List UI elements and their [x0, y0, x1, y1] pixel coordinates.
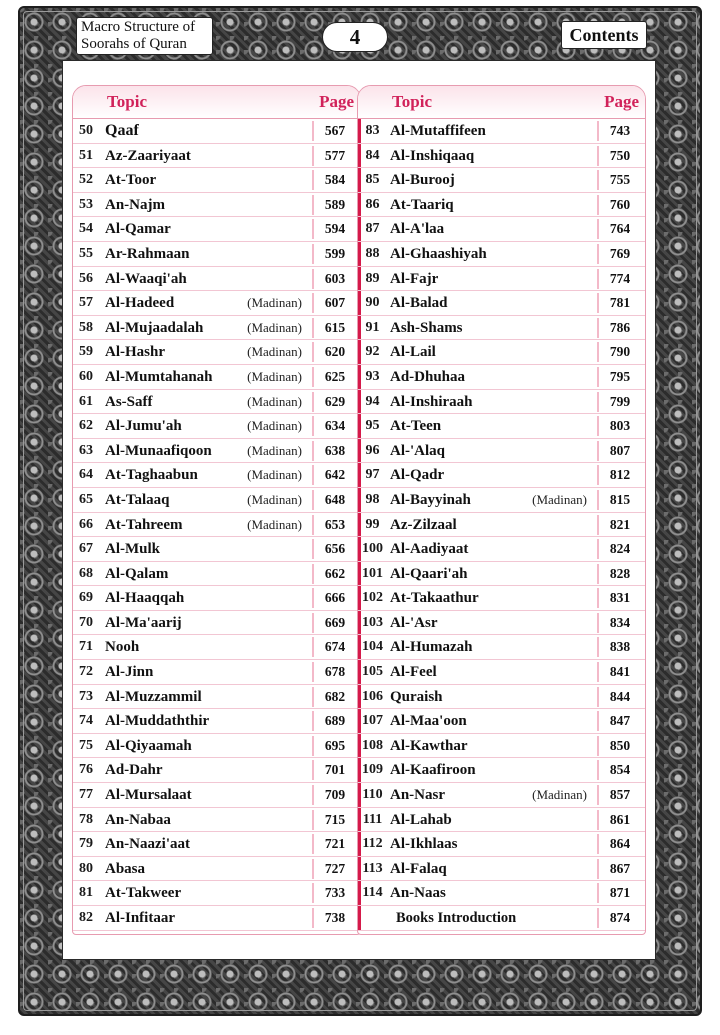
- page-number-cell: 695: [312, 736, 356, 756]
- table-row[interactable]: [358, 660, 645, 685]
- table-row[interactable]: [73, 119, 360, 144]
- surah-number: 84: [358, 144, 384, 168]
- page-number-cell: 841: [597, 662, 641, 682]
- surah-number: 72: [79, 664, 93, 680]
- book-title-line2: Soorahs of Quran: [81, 36, 187, 52]
- page-number-cell: 666: [312, 588, 356, 608]
- surah-name: Al-Lahab: [390, 811, 452, 828]
- surah-number: 57: [79, 295, 93, 311]
- table-row[interactable]: [73, 660, 360, 685]
- surah-number: 112: [358, 832, 384, 856]
- page-number-cell: 625: [312, 367, 356, 387]
- surah-name: Al-Kaafiroon: [390, 762, 476, 779]
- surah-number: 73: [79, 688, 93, 704]
- section-title: Contents: [561, 21, 647, 49]
- surah-number: 90: [358, 291, 384, 315]
- page-number-cell: 656: [312, 539, 356, 559]
- madinan-tag: (Madinan): [247, 393, 302, 409]
- surah-number: 105: [358, 660, 384, 684]
- page-number-cell: 795: [597, 367, 641, 387]
- madinan-tag: (Madinan): [247, 467, 302, 483]
- surah-number: 71: [79, 639, 93, 655]
- surah-number: 78: [79, 811, 93, 827]
- surah-name: At-Takaathur: [390, 590, 479, 607]
- table-row[interactable]: [358, 611, 645, 636]
- surah-name: Al-Qamar: [105, 221, 171, 238]
- surah-name: Ash-Shams: [390, 319, 463, 336]
- surah-number: 75: [79, 737, 93, 753]
- table-row[interactable]: [73, 291, 360, 316]
- table-row[interactable]: [358, 562, 645, 587]
- surah-name: Al-Muddaththir: [105, 713, 210, 730]
- madinan-tag: (Madinan): [247, 368, 302, 384]
- table-row[interactable]: [358, 537, 645, 562]
- table-row[interactable]: [73, 463, 360, 488]
- surah-number: 94: [358, 390, 384, 414]
- table-row[interactable]: [358, 857, 645, 882]
- madinan-tag: (Madinan): [247, 344, 302, 360]
- page-number-cell: 760: [597, 195, 641, 215]
- page-number-cell: 594: [312, 219, 356, 239]
- table-row[interactable]: [73, 832, 360, 857]
- table-row[interactable]: [358, 144, 645, 169]
- page-number-cell: 674: [312, 637, 356, 657]
- surah-name: Al-Qiyaamah: [105, 737, 192, 754]
- page-number-cell: 577: [312, 146, 356, 166]
- surah-number: 70: [79, 614, 93, 630]
- table-row[interactable]: [73, 611, 360, 636]
- surah-name: Al-Jumu'ah: [105, 418, 182, 435]
- page-number-cell: 831: [597, 588, 641, 608]
- page-number-cell: 733: [312, 883, 356, 903]
- table-row[interactable]: [73, 488, 360, 513]
- surah-name: Abasa: [105, 860, 146, 877]
- table-row[interactable]: [73, 144, 360, 169]
- madinan-tag: (Madinan): [247, 418, 302, 434]
- surah-name: An-Najm: [105, 196, 165, 213]
- surah-number: 103: [358, 611, 384, 635]
- contents-table-right: [357, 85, 646, 935]
- surah-name: Al-Muzzammil: [105, 688, 202, 705]
- surah-number: 74: [79, 713, 93, 729]
- surah-number: 95: [358, 414, 384, 438]
- surah-name: Al-Jinn: [105, 664, 154, 681]
- table-row[interactable]: [358, 217, 645, 242]
- page-number-cell: 669: [312, 613, 356, 633]
- page-number-cell: 854: [597, 760, 641, 780]
- surah-number: 83: [358, 119, 384, 143]
- page-number-cell: 689: [312, 711, 356, 731]
- table-row[interactable]: [358, 193, 645, 218]
- surah-number: 92: [358, 340, 384, 364]
- surah-name: Al-Mutaffifeen: [390, 123, 486, 139]
- surah-number: 97: [358, 463, 384, 487]
- page-number-cell: 599: [312, 244, 356, 264]
- surah-number: 99: [358, 513, 384, 537]
- table-row[interactable]: [358, 734, 645, 759]
- surah-name: Al-Ghaashiyah: [390, 245, 487, 262]
- surah-name: Al-Ikhlaas: [390, 836, 458, 853]
- surah-name: Al-'Asr: [390, 614, 438, 631]
- table-row[interactable]: [73, 562, 360, 587]
- page-number-cell: 701: [312, 760, 356, 780]
- page-number-cell: 638: [312, 441, 356, 461]
- page-number-cell: 844: [597, 687, 641, 707]
- page-number-cell: 738: [312, 908, 356, 928]
- table-row[interactable]: [73, 217, 360, 242]
- surah-number: 88: [358, 242, 384, 266]
- table-row[interactable]: [73, 709, 360, 734]
- surah-name: Al-Haaqqah: [105, 590, 185, 607]
- surah-number: 98: [358, 488, 384, 512]
- surah-number: 65: [79, 491, 93, 507]
- surah-number: 114: [358, 881, 384, 905]
- table-row[interactable]: [73, 193, 360, 218]
- surah-number: 63: [79, 442, 93, 458]
- surah-name: At-Taghaabun: [105, 467, 198, 484]
- table-row[interactable]: [73, 242, 360, 267]
- surah-number: 111: [358, 808, 384, 832]
- surah-number: 69: [79, 590, 93, 606]
- surah-name: Al-'Alaq: [390, 442, 446, 459]
- page-number-cell: 871: [597, 883, 641, 903]
- surah-number: 79: [79, 836, 93, 852]
- page-number-cell: 874: [597, 908, 641, 928]
- table-row[interactable]: [73, 390, 360, 415]
- page-number-cell: 678: [312, 662, 356, 682]
- surah-name: Al-Mujaadalah: [105, 319, 204, 336]
- surah-name: Al-Qadr: [390, 467, 445, 484]
- table-row[interactable]: [358, 414, 645, 439]
- surah-name: Az-Zilzaal: [390, 516, 457, 533]
- topic-column-header: Topic: [392, 92, 433, 111]
- table-row[interactable]: [73, 414, 360, 439]
- table-row[interactable]: [73, 537, 360, 562]
- table-header: [358, 86, 645, 119]
- surah-name: Al-Qalam: [105, 565, 169, 582]
- table-row[interactable]: [358, 586, 645, 611]
- surah-number: 50: [79, 123, 93, 138]
- table-row[interactable]: [358, 340, 645, 365]
- table-row[interactable]: [358, 267, 645, 292]
- table-row[interactable]: [73, 635, 360, 660]
- surah-name: An-Naazi'aat: [105, 836, 190, 853]
- surah-name: Ad-Dhuhaa: [390, 368, 466, 385]
- surah-name: Al-Hadeed: [105, 295, 175, 312]
- surah-name: Al-Waaqi'ah: [105, 270, 187, 287]
- page-number-cell: 815: [597, 490, 641, 510]
- surah-name: At-Takweer: [105, 885, 182, 902]
- page-number-cell: 812: [597, 465, 641, 485]
- table-row[interactable]: [358, 881, 645, 906]
- surah-number: 104: [358, 635, 384, 659]
- page-number-cell: 861: [597, 810, 641, 830]
- surah-name: An-Naas: [390, 885, 446, 902]
- page-number-cell: 867: [597, 859, 641, 879]
- table-row[interactable]: [73, 808, 360, 833]
- contents-table-left: [72, 85, 361, 935]
- page-number-cell: 634: [312, 416, 356, 436]
- table-row[interactable]: [358, 119, 645, 144]
- surah-name: Ad-Dahr: [105, 762, 163, 779]
- table-header: [73, 86, 360, 119]
- table-row[interactable]: [73, 439, 360, 464]
- table-row[interactable]: [73, 365, 360, 390]
- table-row[interactable]: [73, 783, 360, 808]
- surah-number: 67: [79, 541, 93, 557]
- book-title-line1: Macro Structure of: [81, 19, 196, 35]
- surah-number: 55: [79, 245, 93, 261]
- surah-name: Books Introduction: [396, 910, 517, 926]
- surah-number: 91: [358, 316, 384, 340]
- page-number-cell: 799: [597, 392, 641, 412]
- table-row[interactable]: [358, 463, 645, 488]
- table-row[interactable]: [73, 586, 360, 611]
- page-number-cell: 834: [597, 613, 641, 633]
- surah-number: 107: [358, 709, 384, 733]
- page-number-cell: 828: [597, 564, 641, 584]
- table-row[interactable]: [358, 365, 645, 390]
- page-number-cell: 682: [312, 687, 356, 707]
- page-number-cell: 838: [597, 637, 641, 657]
- book-title-box: [76, 17, 213, 55]
- surah-number: 108: [358, 734, 384, 758]
- table-row[interactable]: [358, 168, 645, 193]
- surah-name: Al-Inshiraah: [390, 393, 473, 410]
- surah-number: 100: [358, 537, 384, 561]
- surah-number: [358, 906, 384, 930]
- table-row[interactable]: [358, 316, 645, 341]
- surah-name: Al-Falaq: [390, 860, 447, 877]
- table-row[interactable]: [358, 390, 645, 415]
- page-number-cell: 847: [597, 711, 641, 731]
- surah-name: Quraish: [390, 688, 443, 705]
- page-number: 4: [322, 22, 388, 52]
- surah-number: 77: [79, 787, 93, 803]
- table-row[interactable]: [358, 808, 645, 833]
- page-number-cell: 709: [312, 785, 356, 805]
- table-row[interactable]: [73, 267, 360, 292]
- table-row[interactable]: [73, 906, 360, 931]
- page-number-cell: 781: [597, 293, 641, 313]
- table-row[interactable]: [358, 488, 645, 513]
- table-row[interactable]: [358, 635, 645, 660]
- table-row[interactable]: [358, 758, 645, 783]
- surah-name: Al-Kawthar: [390, 737, 468, 754]
- page-column-header: Page: [604, 92, 639, 111]
- surah-name: Al-Mursalaat: [105, 787, 192, 804]
- surah-name: Al-Mulk: [105, 541, 161, 558]
- page-number-cell: 715: [312, 810, 356, 830]
- surah-number: 52: [79, 172, 93, 188]
- surah-name: Al-Hashr: [105, 344, 165, 361]
- surah-number: 59: [79, 344, 93, 360]
- surah-number: 89: [358, 267, 384, 291]
- surah-name: Al-Inshiqaaq: [390, 147, 475, 164]
- page-number-cell: 603: [312, 269, 356, 289]
- surah-name: Al-Aadiyaat: [390, 541, 469, 558]
- surah-number: 93: [358, 365, 384, 389]
- table-row[interactable]: [73, 685, 360, 710]
- page-number-cell: 790: [597, 342, 641, 362]
- surah-name: Az-Zaariyaat: [105, 147, 191, 164]
- surah-name: Al-Fajr: [390, 270, 439, 287]
- table-row[interactable]: [358, 242, 645, 267]
- page-number-cell: 584: [312, 170, 356, 190]
- page-number-cell: 648: [312, 490, 356, 510]
- page-number-cell: 803: [597, 416, 641, 436]
- table-row[interactable]: [73, 513, 360, 538]
- page-number-cell: 629: [312, 392, 356, 412]
- table-row[interactable]: [73, 758, 360, 783]
- table-row[interactable]: [73, 857, 360, 882]
- surah-number: 62: [79, 418, 93, 434]
- surah-number: 61: [79, 393, 93, 409]
- page-number-cell: 589: [312, 195, 356, 215]
- surah-number: 56: [79, 270, 93, 286]
- madinan-tag: (Madinan): [247, 442, 302, 458]
- table-rows: [358, 119, 645, 931]
- page-number-cell: 769: [597, 244, 641, 264]
- surah-name: At-Talaaq: [105, 491, 170, 508]
- surah-number: 66: [79, 516, 93, 532]
- surah-number: 82: [79, 910, 93, 925]
- page-number-cell: 727: [312, 859, 356, 879]
- madinan-tag: (Madinan): [247, 516, 302, 532]
- table-row[interactable]: [73, 316, 360, 341]
- madinan-tag: (Madinan): [532, 491, 587, 507]
- page-number-cell: 653: [312, 515, 356, 535]
- surah-name: An-Nasr: [390, 787, 445, 804]
- surah-number: 87: [358, 217, 384, 241]
- page-number-cell: 764: [597, 219, 641, 239]
- table-row[interactable]: [73, 734, 360, 759]
- surah-number: 53: [79, 196, 93, 212]
- surah-name: An-Nabaa: [105, 811, 171, 828]
- table-row[interactable]: [358, 685, 645, 710]
- surah-number: 102: [358, 586, 384, 610]
- surah-name: Al-Lail: [390, 344, 436, 361]
- page-number-cell: 743: [597, 121, 641, 141]
- surah-number: 86: [358, 193, 384, 217]
- surah-name: At-Taariq: [390, 196, 454, 213]
- surah-number: 113: [358, 857, 384, 881]
- surah-name: Ar-Rahmaan: [105, 245, 190, 262]
- surah-number: 51: [79, 147, 93, 163]
- surah-name: Al-Feel: [390, 664, 437, 681]
- table-row[interactable]: [73, 881, 360, 906]
- table-row[interactable]: [358, 783, 645, 808]
- surah-number: 106: [358, 685, 384, 709]
- surah-name: At-Teen: [390, 418, 442, 435]
- page-column-header: Page: [319, 92, 354, 111]
- table-row[interactable]: [358, 709, 645, 734]
- surah-number: 68: [79, 565, 93, 581]
- madinan-tag: (Madinan): [247, 295, 302, 311]
- page-number-cell: 620: [312, 342, 356, 362]
- surah-number: 110: [358, 783, 384, 807]
- surah-name: At-Toor: [105, 172, 157, 189]
- page-number-cell: 864: [597, 834, 641, 854]
- table-row[interactable]: [358, 906, 645, 931]
- surah-number: 60: [79, 368, 93, 384]
- madinan-tag: (Madinan): [247, 319, 302, 335]
- surah-name: Al-Maa'oon: [390, 713, 467, 730]
- surah-name: Al-Munaafiqoon: [105, 442, 212, 459]
- surah-name: Qaaf: [105, 122, 139, 139]
- page-number-cell: 786: [597, 318, 641, 338]
- surah-number: 85: [358, 168, 384, 192]
- page-number-cell: 750: [597, 146, 641, 166]
- surah-number: 76: [79, 762, 93, 778]
- table-row[interactable]: [358, 832, 645, 857]
- page-number-cell: 850: [597, 736, 641, 756]
- topic-column-header: Topic: [107, 92, 148, 111]
- table-row[interactable]: [73, 168, 360, 193]
- table-row[interactable]: [358, 439, 645, 464]
- page-number-cell: 721: [312, 834, 356, 854]
- table-row[interactable]: [358, 513, 645, 538]
- surah-name: Al-Bayyinah: [390, 491, 471, 508]
- surah-name: Al-Humazah: [390, 639, 473, 656]
- surah-name: Al-Qaari'ah: [390, 565, 468, 582]
- surah-name: Al-Burooj: [390, 172, 455, 189]
- surah-name: Al-Ma'aarij: [105, 614, 182, 631]
- page-number-cell: 607: [312, 293, 356, 313]
- surah-name: As-Saff: [105, 393, 153, 410]
- surah-name: Al-A'laa: [390, 221, 445, 238]
- surah-name: Al-Balad: [390, 295, 448, 312]
- page-number-cell: 857: [597, 785, 641, 805]
- page-number-cell: 662: [312, 564, 356, 584]
- surah-number: 81: [79, 885, 93, 901]
- surah-number: 96: [358, 439, 384, 463]
- surah-number: 64: [79, 467, 93, 483]
- surah-number: 80: [79, 860, 93, 876]
- madinan-tag: (Madinan): [247, 491, 302, 507]
- page-number-cell: 642: [312, 465, 356, 485]
- madinan-tag: (Madinan): [532, 787, 587, 803]
- page-number-cell: 755: [597, 170, 641, 190]
- page-number-cell: 824: [597, 539, 641, 559]
- surah-number: 54: [79, 221, 93, 237]
- page-number-cell: 615: [312, 318, 356, 338]
- surah-name: Al-Mumtahanah: [105, 368, 213, 385]
- page-number-cell: 774: [597, 269, 641, 289]
- table-rows: [73, 119, 360, 931]
- surah-number: 109: [358, 758, 384, 782]
- surah-name: Nooh: [105, 639, 140, 656]
- surah-number: 101: [358, 562, 384, 586]
- page-number-cell: 807: [597, 441, 641, 461]
- table-row[interactable]: [358, 291, 645, 316]
- table-row[interactable]: [73, 340, 360, 365]
- page-number-cell: 821: [597, 515, 641, 535]
- surah-name: At-Tahreem: [105, 516, 183, 533]
- page-number-cell: 567: [312, 121, 356, 141]
- surah-number: 58: [79, 319, 93, 335]
- surah-name: Al-Infitaar: [105, 910, 175, 926]
